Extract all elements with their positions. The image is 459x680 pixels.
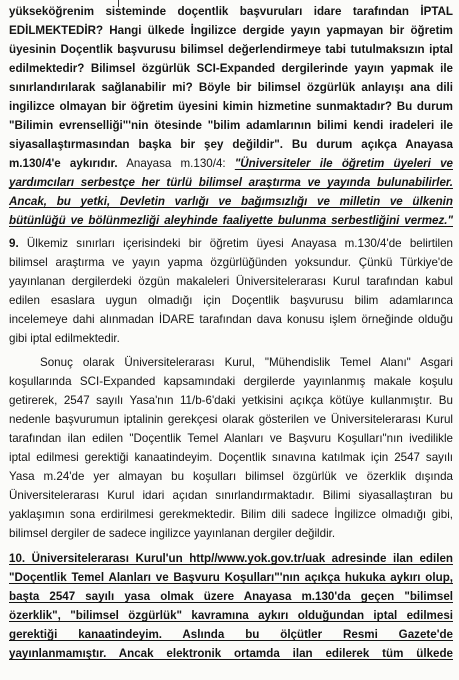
text-line: getirerek, 2547 sayılı Yasa'nın 11/b-6'daki yetkisini açıkça kötüye kullanmıştır. Bu <box>9 394 453 407</box>
text-line-quote: yardımcıları serbestçe her türlü bilimsel araştırma ve yayında bulunabilirler. <box>9 176 453 189</box>
text-line: Sonuç olarak Üniversitelerarası Kurul, "Mühendislik Temel Alanı" Asgari <box>40 356 453 369</box>
text-bold: m.130/4'e aykırıdır. <box>9 157 118 170</box>
text-line: edilmektedir? Bilimsel özgürlük SCI-Expanded dergilerinde yayın yapmak ile <box>9 62 453 75</box>
text-line-emphasis: özerklik", "bilimsel özgürlük" kavramına aykırı olduğundan iptal edilmesi <box>9 609 453 622</box>
text-line: sınırlandırılarak sağlanabilir mi? Böyle bir bilimsel özgürlük anlayışı ana dili <box>9 81 453 94</box>
text-line: Üniversitelerarası Kurul idari açıdan sınırlandırmaktadır. Bilimi siyasallaştıran bu <box>9 489 453 502</box>
text-line: nedenle başvurumun iptalinin gerekçesi olarak gösterilen ve Üniversitelerarası Kurul <box>9 413 453 426</box>
text-line-emphasis: yayınlanmamıştır. Ancak elektronik ortamda ilan edilerek tüm ülkede <box>9 647 453 660</box>
text-line: siyasallaştırmasından başka bir şey değildir". Bu durum açıkça Anayasa <box>9 138 453 151</box>
text-line: incelemeye dahi alınmadan İDARE tarafından dava konusu işlem örneğinde olduğu <box>9 313 453 326</box>
text-line: üyesinin Doçentlik başvurusu bilimsel değerlendirmeye tabi tutulmaksızın iptal <box>9 43 453 56</box>
text-line: yaklaşımın sona erdirilmesi gerekmektedir. Bilim dili sadece İngilizce olmadığı gibi, <box>9 508 453 521</box>
text-line: bilimsel araştırma ve yayın yapma özgürlüğünden yoksundur. Çünkü Türkiye'de <box>9 256 453 269</box>
text-line <box>9 154 453 173</box>
text-line: koşullarında SCI-Expanded kapsamındaki dergilerde yayınlanmış makale koşulu <box>9 375 453 388</box>
text-line: tarafından ilan edilen "Doçentlik Temel Alanları ve Başvuru Koşulları"nın ivedilikle <box>9 432 453 445</box>
text-regular: Anayasa m.130/4: <box>117 157 235 170</box>
text-line: "Bilimin evrenselliği"'nin ötesinde "bilim adamlarının bilimi kendi iradeleri ile <box>9 119 453 132</box>
paragraph-number: 9. <box>9 237 19 250</box>
text-line-quote: Ancak, bu yetki, Devletin varlığı ve bağımsızlığı ve milletin ve ülkenin <box>9 195 453 208</box>
text-line-emphasis: gerektiği kanaatindeyim. Aslında bu ölçütler Resmi Gazete'de <box>9 628 453 641</box>
text-line-emphasis: başta 2547 sayılı yasa olmak üzere Anayasa m.130'da geçen "bilimsel <box>9 590 453 603</box>
text-line: edilen esaslara uygun olmadığı için Doçentlik başvurusu bilim adamlarınca <box>9 294 453 307</box>
text-line: ingilizce olmayan bir öğretim üyesini kimin hizmetine sunmaktadır? Bu durum <box>9 100 453 113</box>
text-line: gibi iptal edilmektedir. <box>9 332 120 345</box>
text-line-quote: bütünlüğü ve bölünmezliği aleyhinde faaliyette bulunma serbestliğini vermez." <box>9 214 453 227</box>
text-line <box>9 234 453 253</box>
text-line: Yasa m.24'de yer almayan bu koşulları bilimsel özgürlük ve özerklik dışında <box>9 470 453 483</box>
text-line-emphasis: "Doçentlik Temel Alanları ve Başvuru Koşulları"'nın açıkça hukuka aykırı olup, <box>9 571 453 584</box>
text-regular: Ülkemiz sınırları içerisindeki bir öğretim üyesi Anayasa m.130/4'de belirtilen <box>18 237 453 250</box>
text-line: yayınlanan dergilerdeki özgün makaleleri Üniversitelerarası Kurul tarafından kabul <box>9 275 453 288</box>
text-quote: "Üniversiteler ile öğretim üyeleri ve <box>234 157 453 170</box>
text-line: yükseköğrenim sisteminde doçentlik başvuruları idare tarafından İPTAL <box>9 5 453 18</box>
text-line-emphasis: 10. Üniversitelerarası Kurul'un http//www.yok.gov.tr/uak adresinde ilan edilen <box>9 552 453 565</box>
text-line: EDİLMEKTEDİR? Hangi ülkede İngilizce dergide yayın yapmayan bir öğretim <box>9 24 453 37</box>
text-line: iptal edilmesi gerektiği kanaatindeyim. Doçentlik sınavına katılmak için 2547 sayılı <box>9 451 453 464</box>
text-line: bilimsel dergiler de sadece ingilizce yayınlanan dergiler değildir. <box>9 527 336 540</box>
